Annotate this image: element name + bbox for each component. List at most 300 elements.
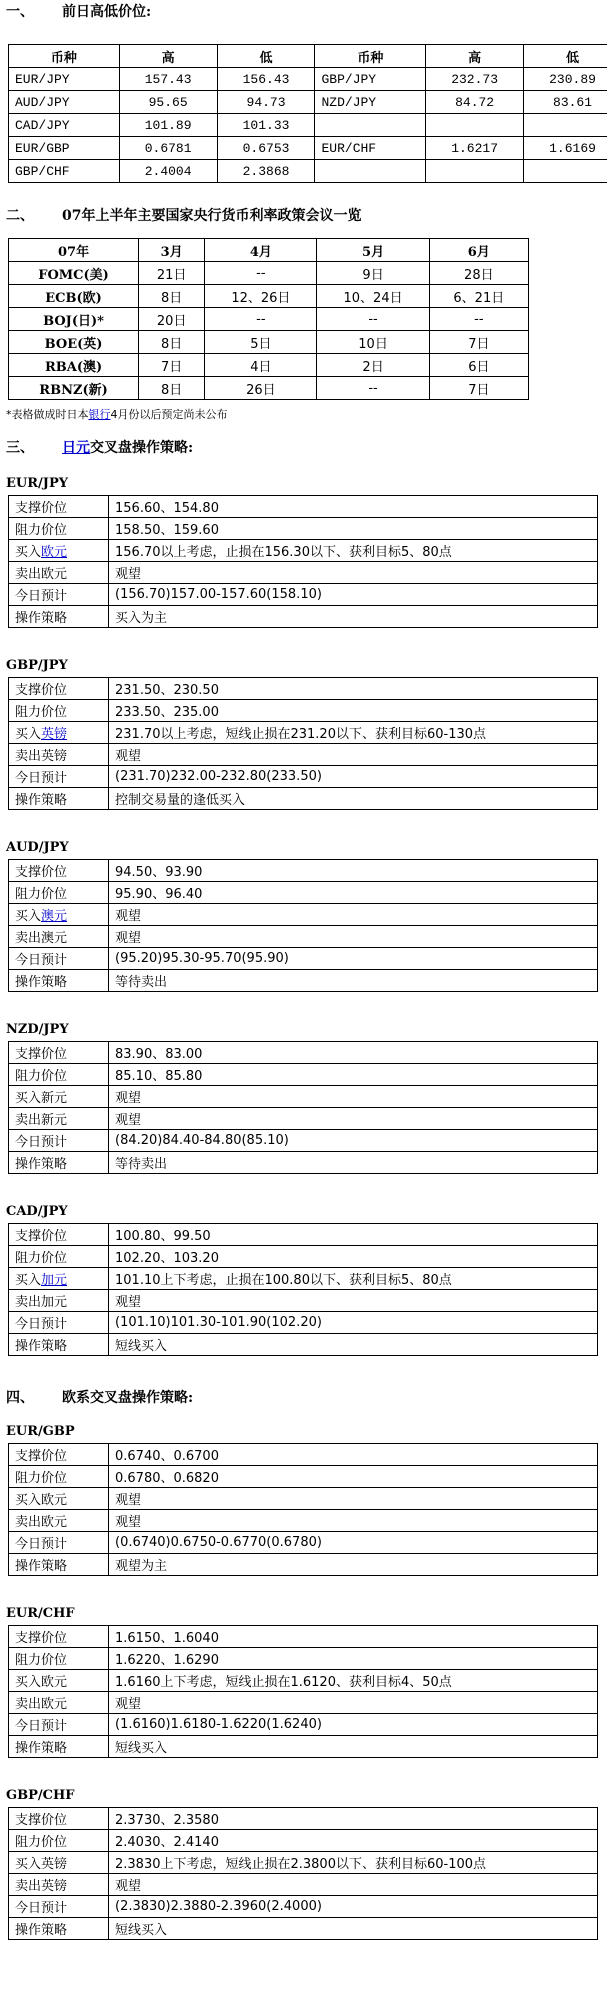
strategy-label: 今日预计: [15, 1317, 68, 1332]
strategy-label-cell: [9, 1896, 109, 1918]
strategy-row: [9, 766, 598, 788]
section-1-number: 一、: [6, 4, 34, 20]
strategy-value-cell: 买入为主: [109, 606, 598, 628]
strategy-value-cell: 233.50、235.00: [109, 700, 598, 722]
header-year: 07年: [9, 239, 139, 262]
strategy-row: [9, 1246, 598, 1268]
strategy-value-cell: 0.6780、0.6820: [109, 1466, 598, 1488]
strategy-row: [9, 584, 598, 606]
strategy-label-prefix: 买入: [15, 909, 42, 924]
strategy-label-cell: [9, 678, 109, 700]
strategy-value-cell: 231.70以上考虑，短线止损在231.20以下、获利目标60-130点: [109, 722, 598, 744]
strategy-label-cell: [9, 1874, 109, 1896]
strategy-label: 阻力价位: [15, 1069, 68, 1084]
central-bank-row: [9, 331, 529, 354]
strategy-label: 阻力价位: [15, 1835, 68, 1850]
strategy-label-cell: [9, 540, 109, 562]
high-value-cell: 157.43: [119, 68, 217, 91]
strategy-row: [9, 722, 598, 744]
strategy-label-cell: [9, 1466, 109, 1488]
strategy-label: 操作策略: [15, 1559, 68, 1574]
pair-title: AUD/JPY: [6, 840, 69, 855]
strategy-value-cell: 156.60、154.80: [109, 496, 598, 518]
strategy-value-cell: 2.4030、2.4140: [109, 1830, 598, 1852]
strategy-label-cell: [9, 882, 109, 904]
high-low-header-row: [9, 45, 607, 68]
strategy-value-cell: 1.6150、1.6040: [109, 1626, 598, 1648]
header-high-1: 高: [119, 45, 217, 68]
strategy-value-cell: (101.10)101.30-101.90(102.20): [109, 1312, 598, 1334]
yen-cross-strategies: [6, 476, 607, 1356]
strategy-table: [8, 677, 598, 810]
strategy-value-cell: 100.80、99.50: [109, 1224, 598, 1246]
strategy-row: [9, 1918, 598, 1940]
strategy-row: [9, 1648, 598, 1670]
high-low-table: [8, 44, 607, 183]
bank-name-cell: RBNZ(新): [9, 377, 139, 400]
low-value-cell: 0.6753: [217, 137, 315, 160]
strategy-label: 今日预计: [15, 953, 68, 968]
strategy-block: [6, 1788, 607, 1940]
strategy-block: [6, 1204, 607, 1356]
strategy-label-cell: [9, 700, 109, 722]
pair-title: GBP/CHF: [6, 1788, 75, 1803]
strategy-value-cell: 观望: [109, 1290, 598, 1312]
strategy-label: 支撑价位: [15, 683, 68, 698]
strategy-label-cell: [9, 1852, 109, 1874]
meeting-date-cell: --: [429, 308, 528, 331]
strategy-label: 买入新元: [15, 1091, 68, 1106]
strategy-label-cell: [9, 1268, 109, 1290]
strategy-value-cell: 1.6160上下考虑，短线止损在1.6120、获利目标4、50点: [109, 1670, 598, 1692]
strategy-block: [6, 1606, 607, 1758]
meeting-date-cell: 20日: [139, 308, 205, 331]
strategy-row: [9, 904, 598, 926]
strategy-value-cell: 控制交易量的逢低买入: [109, 788, 598, 810]
high-value-cell: 1.6217: [426, 137, 524, 160]
high-value-cell: 84.72: [426, 91, 524, 114]
strategy-label: 阻力价位: [15, 523, 68, 538]
section-2-heading: [6, 204, 607, 226]
strategy-label: 支撑价位: [15, 1813, 68, 1828]
meeting-date-cell: 7日: [429, 377, 528, 400]
strategy-value-cell: 94.50、93.90: [109, 860, 598, 882]
central-bank-row: [9, 354, 529, 377]
strategy-label: 操作策略: [15, 975, 68, 990]
strategy-value-cell: 观望: [109, 1692, 598, 1714]
strategy-row: [9, 1108, 598, 1130]
strategy-label-cell: [9, 1808, 109, 1830]
strategy-label: 阻力价位: [15, 705, 68, 720]
strategy-label-cell: [9, 496, 109, 518]
strategy-row: [9, 882, 598, 904]
strategy-label: 操作策略: [15, 1923, 68, 1938]
strategy-label: 支撑价位: [15, 501, 68, 516]
strategy-label: 阻力价位: [15, 1471, 68, 1486]
strategy-value-cell: (231.70)232.00-232.80(233.50): [109, 766, 598, 788]
strategy-label: 阻力价位: [15, 887, 68, 902]
strategy-row: [9, 788, 598, 810]
strategy-label-cell: [9, 1532, 109, 1554]
strategy-label-prefix: 买入: [15, 1273, 42, 1288]
meeting-date-cell: 12、26日: [205, 285, 317, 308]
header-april: 4月: [205, 239, 317, 262]
header-high-2: 高: [426, 45, 524, 68]
meeting-date-cell: --: [205, 262, 317, 285]
strategy-label-cell: [9, 1692, 109, 1714]
strategy-row: [9, 1808, 598, 1830]
strategy-label-cell: [9, 1064, 109, 1086]
strategy-value-cell: 102.20、103.20: [109, 1246, 598, 1268]
strategy-label-cell: [9, 1626, 109, 1648]
section-2-title: 07年上半年主要国家央行货币利率政策会议一览: [62, 208, 362, 224]
strategy-label: 阻力价位: [15, 1251, 68, 1266]
currency-pair-cell: [315, 114, 426, 137]
euro-cross-strategies: [6, 1424, 607, 1940]
strategy-row: [9, 1466, 598, 1488]
strategy-label: 买入欧元: [15, 1675, 68, 1690]
strategy-label-prefix: 买入: [15, 545, 42, 560]
strategy-label: 今日预计: [15, 771, 68, 786]
high-low-row: [9, 114, 607, 137]
strategy-label-cell: [9, 1334, 109, 1356]
high-value-cell: 232.73: [426, 68, 524, 91]
strategy-value-cell: 观望: [109, 1488, 598, 1510]
strategy-value-cell: 231.50、230.50: [109, 678, 598, 700]
strategy-label: 支撑价位: [15, 1229, 68, 1244]
low-value-cell: [524, 160, 607, 183]
yen-link[interactable]: 日元: [62, 440, 90, 456]
low-value-cell: 83.61: [524, 91, 607, 114]
meeting-date-cell: 6日: [429, 354, 528, 377]
meeting-date-cell: 9日: [317, 262, 429, 285]
strategy-label-cell: [9, 860, 109, 882]
low-value-cell: 101.33: [217, 114, 315, 137]
strategy-label: 今日预计: [15, 1901, 68, 1916]
strategy-row: [9, 1444, 598, 1466]
strategy-row: [9, 540, 598, 562]
pair-title: EUR/CHF: [6, 1606, 75, 1621]
currency-link[interactable]: 澳元: [41, 909, 68, 924]
strategy-label: 操作策略: [15, 1741, 68, 1756]
strategy-label: 卖出欧元: [15, 567, 68, 582]
high-low-row: [9, 91, 607, 114]
strategy-value-cell: 观望: [109, 1086, 598, 1108]
pair-title: NZD/JPY: [6, 1022, 69, 1037]
section-2-number: 二、: [6, 208, 34, 224]
currency-link[interactable]: 英镑: [41, 727, 68, 742]
strategy-value-cell: 95.90、96.40: [109, 882, 598, 904]
strategy-row: [9, 1152, 598, 1174]
high-value-cell: 95.65: [119, 91, 217, 114]
currency-pair-cell: EUR/JPY: [9, 68, 120, 91]
section-3-heading: [6, 436, 607, 458]
strategy-label: 今日预计: [15, 1135, 68, 1150]
strategy-value-cell: (1.6160)1.6180-1.6220(1.6240): [109, 1714, 598, 1736]
high-value-cell: 101.89: [119, 114, 217, 137]
strategy-row: [9, 1510, 598, 1532]
header-march: 3月: [139, 239, 205, 262]
strategy-row: [9, 496, 598, 518]
strategy-label: 支撑价位: [15, 1047, 68, 1062]
strategy-value-cell: 158.50、159.60: [109, 518, 598, 540]
bank-link[interactable]: 银行: [88, 408, 111, 421]
strategy-row: [9, 1626, 598, 1648]
strategy-row: [9, 1736, 598, 1758]
strategy-table: [8, 859, 598, 992]
strategy-row: [9, 1874, 598, 1896]
strategy-table: [8, 1807, 598, 1940]
header-currency-1: 币种: [9, 45, 120, 68]
bank-name-cell: FOMC(美): [9, 262, 139, 285]
strategy-label: 买入欧元: [15, 1493, 68, 1508]
strategy-row: [9, 1692, 598, 1714]
strategy-label-cell: [9, 766, 109, 788]
strategy-row: [9, 1488, 598, 1510]
strategy-label-cell: [9, 1830, 109, 1852]
strategy-label-cell: [9, 1510, 109, 1532]
high-value-cell: 0.6781: [119, 137, 217, 160]
strategy-label-cell: [9, 1290, 109, 1312]
strategy-label: 支撑价位: [15, 1449, 68, 1464]
strategy-label: 操作策略: [15, 1339, 68, 1354]
strategy-label-cell: [9, 1224, 109, 1246]
strategy-value-cell: 观望: [109, 904, 598, 926]
strategy-block: [6, 476, 607, 628]
strategy-block: [6, 840, 607, 992]
strategy-label: 支撑价位: [15, 1631, 68, 1646]
pair-title: EUR/GBP: [6, 1424, 75, 1439]
strategy-label-cell: [9, 606, 109, 628]
high-value-cell: 2.4004: [119, 160, 217, 183]
low-value-cell: 230.89: [524, 68, 607, 91]
currency-pair-cell: EUR/CHF: [315, 137, 426, 160]
strategy-label-cell: [9, 1736, 109, 1758]
strategy-label: 卖出新元: [15, 1113, 68, 1128]
strategy-label-cell: [9, 1086, 109, 1108]
note-suffix: 4月份以后预定尚未公布: [110, 408, 228, 421]
strategy-table: [8, 1443, 598, 1576]
strategy-label-cell: [9, 1042, 109, 1064]
strategy-label-cell: [9, 1554, 109, 1576]
strategy-label-cell: [9, 722, 109, 744]
meeting-date-cell: 10、24日: [317, 285, 429, 308]
strategy-label: 操作策略: [15, 1157, 68, 1172]
strategy-row: [9, 562, 598, 584]
section-4-number: 四、: [6, 1390, 34, 1406]
strategy-value-cell: 短线买入: [109, 1918, 598, 1940]
currency-pair-cell: EUR/GBP: [9, 137, 120, 160]
strategy-label-cell: [9, 1918, 109, 1940]
strategy-label-cell: [9, 926, 109, 948]
strategy-row: [9, 1086, 598, 1108]
bank-name-cell: BOE(英): [9, 331, 139, 354]
strategy-row: [9, 1334, 598, 1356]
meeting-date-cell: 10日: [317, 331, 429, 354]
strategy-label-cell: [9, 518, 109, 540]
meeting-date-cell: 4日: [205, 354, 317, 377]
header-june: 6月: [429, 239, 528, 262]
strategy-label: 今日预计: [15, 1719, 68, 1734]
bank-name-cell: ECB(欧): [9, 285, 139, 308]
strategy-value-cell: 观望: [109, 744, 598, 766]
strategy-label-cell: [9, 904, 109, 926]
strategy-label-cell: [9, 1246, 109, 1268]
strategy-row: [9, 860, 598, 882]
central-bank-table: [8, 238, 529, 400]
bank-name-cell: BOJ(日)*: [9, 308, 139, 331]
strategy-value-cell: 83.90、83.00: [109, 1042, 598, 1064]
strategy-row: [9, 1290, 598, 1312]
meeting-date-cell: --: [205, 308, 317, 331]
strategy-row: [9, 926, 598, 948]
strategy-row: [9, 1896, 598, 1918]
low-value-cell: 2.3868: [217, 160, 315, 183]
meeting-date-cell: 2日: [317, 354, 429, 377]
strategy-label-cell: [9, 1152, 109, 1174]
strategy-value-cell: 等待卖出: [109, 970, 598, 992]
strategy-value-cell: 101.10上下考虑，止损在100.80以下、获利目标5、80点: [109, 1268, 598, 1290]
strategy-row: [9, 518, 598, 540]
strategy-row: [9, 1852, 598, 1874]
boj-note: [6, 406, 607, 422]
strategy-block: [6, 1022, 607, 1174]
strategy-value-cell: 观望: [109, 1510, 598, 1532]
strategy-label: 操作策略: [15, 611, 68, 626]
low-value-cell: [524, 114, 607, 137]
strategy-value-cell: 0.6740、0.6700: [109, 1444, 598, 1466]
section-4-title: 欧系交叉盘操作策略:: [62, 1390, 194, 1406]
strategy-row: [9, 1224, 598, 1246]
strategy-row: [9, 678, 598, 700]
pair-title: CAD/JPY: [6, 1204, 68, 1219]
strategy-label-cell: [9, 948, 109, 970]
strategy-label-cell: [9, 1108, 109, 1130]
section-1-heading: [6, 0, 607, 22]
strategy-row: [9, 948, 598, 970]
strategy-row: [9, 1670, 598, 1692]
strategy-value-cell: 短线买入: [109, 1334, 598, 1356]
high-value-cell: [426, 114, 524, 137]
strategy-label-prefix: 买入: [15, 727, 42, 742]
strategy-label: 买入英镑: [15, 1857, 68, 1872]
strategy-value-cell: (0.6740)0.6750-0.6770(0.6780): [109, 1532, 598, 1554]
strategy-label: 支撑价位: [15, 865, 68, 880]
central-bank-header-row: [9, 239, 529, 262]
meeting-date-cell: 7日: [429, 331, 528, 354]
strategy-block: [6, 1424, 607, 1576]
strategy-label-cell: [9, 744, 109, 766]
pair-title: EUR/JPY: [6, 476, 69, 491]
pair-title: GBP/JPY: [6, 658, 68, 673]
meeting-date-cell: 21日: [139, 262, 205, 285]
currency-pair-cell: CAD/JPY: [9, 114, 120, 137]
section-4-heading: [6, 1386, 607, 1408]
strategy-table: [8, 1223, 598, 1356]
strategy-value-cell: 等待卖出: [109, 1152, 598, 1174]
strategy-value-cell: 85.10、85.80: [109, 1064, 598, 1086]
strategy-block: [6, 658, 607, 810]
strategy-row: [9, 1830, 598, 1852]
strategy-value-cell: 2.3730、2.3580: [109, 1808, 598, 1830]
header-currency-2: 币种: [315, 45, 426, 68]
strategy-label-cell: [9, 1488, 109, 1510]
currency-link[interactable]: 欧元: [41, 545, 68, 560]
header-low-2: 低: [524, 45, 607, 68]
note-prefix: *表格做成时日本: [6, 408, 89, 421]
meeting-date-cell: 28日: [429, 262, 528, 285]
strategy-row: [9, 1268, 598, 1290]
strategy-label: 卖出英镑: [15, 749, 68, 764]
currency-pair-cell: GBP/CHF: [9, 160, 120, 183]
high-low-row: [9, 160, 607, 183]
central-bank-row: [9, 285, 529, 308]
strategy-label-cell: [9, 562, 109, 584]
strategy-label: 今日预计: [15, 589, 68, 604]
strategy-label-cell: [9, 788, 109, 810]
meeting-date-cell: --: [317, 308, 429, 331]
meeting-date-cell: 8日: [139, 331, 205, 354]
strategy-label-cell: [9, 970, 109, 992]
strategy-value-cell: 观望: [109, 562, 598, 584]
strategy-value-cell: 156.70以上考虑，止损在156.30以下、获利目标5、80点: [109, 540, 598, 562]
central-bank-row: [9, 308, 529, 331]
strategy-row: [9, 700, 598, 722]
high-value-cell: [426, 160, 524, 183]
strategy-row: [9, 744, 598, 766]
header-low-1: 低: [217, 45, 315, 68]
strategy-label-cell: [9, 1670, 109, 1692]
strategy-row: [9, 606, 598, 628]
low-value-cell: 1.6169: [524, 137, 607, 160]
strategy-row: [9, 1042, 598, 1064]
strategy-label: 卖出澳元: [15, 931, 68, 946]
strategy-value-cell: 2.3830上下考虑，短线止损在2.3800以下、获利目标60-100点: [109, 1852, 598, 1874]
strategy-label: 操作策略: [15, 793, 68, 808]
strategy-label: 卖出欧元: [15, 1697, 68, 1712]
strategy-value-cell: 1.6220、1.6290: [109, 1648, 598, 1670]
meeting-date-cell: 6、21日: [429, 285, 528, 308]
meeting-date-cell: 5日: [205, 331, 317, 354]
strategy-label-cell: [9, 1444, 109, 1466]
strategy-value-cell: 短线买入: [109, 1736, 598, 1758]
strategy-value-cell: 观望为主: [109, 1554, 598, 1576]
currency-link[interactable]: 加元: [41, 1273, 68, 1288]
strategy-row: [9, 1130, 598, 1152]
strategy-label-cell: [9, 1130, 109, 1152]
currency-pair-cell: GBP/JPY: [315, 68, 426, 91]
strategy-value-cell: 观望: [109, 926, 598, 948]
strategy-label: 卖出欧元: [15, 1515, 68, 1530]
strategy-value-cell: (2.3830)2.3880-2.3960(2.4000): [109, 1896, 598, 1918]
strategy-table: [8, 495, 598, 628]
central-bank-row: [9, 377, 529, 400]
meeting-date-cell: 8日: [139, 377, 205, 400]
strategy-label-cell: [9, 584, 109, 606]
strategy-row: [9, 1064, 598, 1086]
strategy-label-cell: [9, 1648, 109, 1670]
strategy-value-cell: 观望: [109, 1108, 598, 1130]
strategy-table: [8, 1041, 598, 1174]
strategy-row: [9, 970, 598, 992]
section-3-number: 三、: [6, 440, 34, 456]
strategy-label: 阻力价位: [15, 1653, 68, 1668]
low-value-cell: 156.43: [217, 68, 315, 91]
strategy-value-cell: 观望: [109, 1874, 598, 1896]
currency-pair-cell: [315, 160, 426, 183]
strategy-label: 今日预计: [15, 1537, 68, 1552]
low-value-cell: 94.73: [217, 91, 315, 114]
